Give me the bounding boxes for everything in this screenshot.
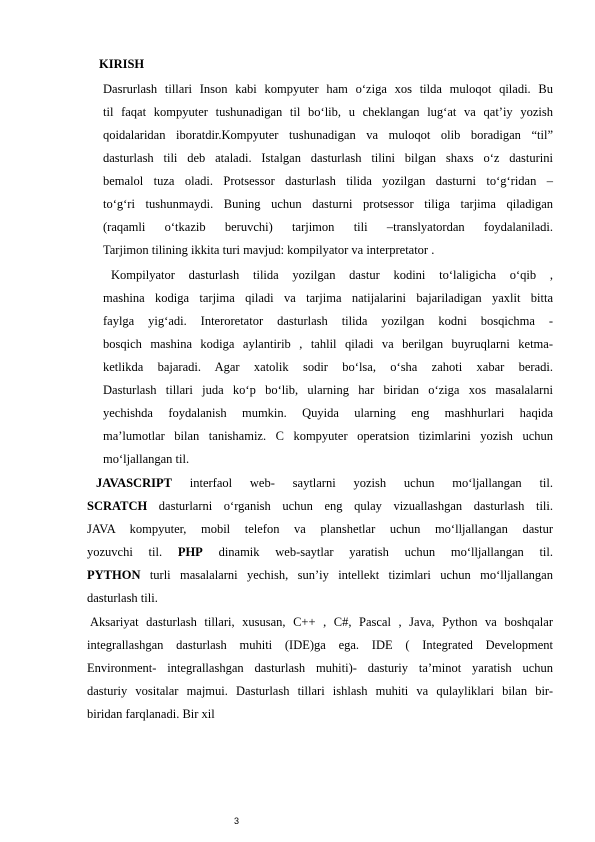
paragraph-line: yozuvchi til. PHP dinamik web-saytlar yaratish uchun mo‘lljallangan til.: [87, 545, 554, 559]
paragraph-line: bosqich mashina kodiga aylantirib , tahlil qiladi va berilgan buyruqlarni ketma-: [103, 337, 553, 351]
paragraph-line: dasturlash tili.: [87, 591, 158, 605]
paragraph-line: Kompilyator dasturlash tilida yozilgan dastur kodini to‘laligicha o‘qib ,: [111, 268, 553, 282]
paragraph-line: til faqat kompyuter tushunadigan til bo‘lib, u cheklangan lug‘at va qat’iy yozish: [103, 105, 553, 119]
paragraph-line: yechishda foydalanish mumkin. Quyida ularning eng mashhurlari haqida: [103, 406, 553, 420]
paragraph-line: bemalol tuza oladi. Protsessor dasturlash tilida yozilgan dasturni to‘g‘ridan –: [103, 174, 553, 188]
paragraph-line: biridan farqlanadi. Bir xil: [87, 707, 215, 721]
paragraph-line: PYTHON turli masalalarni yechish, sun’iy intellekt tizimlari uchun mo‘lljallangan: [87, 568, 553, 582]
term-python: PYTHON: [87, 568, 141, 582]
paragraph-line: mashina kodiga tarjima qiladi va tarjima natijalarini bajariladigan yaxlit bitta: [103, 291, 553, 305]
paragraph-line: ketlikda bajaradi. Agar xatolik sodir bo‘lsa, o‘sha zahoti xabar beradi.: [103, 360, 553, 374]
paragraph-line: JAVASCRIPT interfaol web- saytlarni yozish uchun mo‘ljallangan til.: [96, 476, 553, 490]
paragraph-line: faylga yig‘adi. Interoretator dasturlash tilida yozilgan kodni bosqichma -: [103, 314, 553, 328]
term-php: PHP: [177, 545, 203, 559]
paragraph-line: SCRATCH dasturlarni o‘rganish uchun eng qulay vizuallashgan dasturlash tili.: [87, 499, 554, 513]
paragraph-line: dasturiy vositalar majmui. Dasturlash tillari ishlash muhiti va qulayliklari bilan bir-: [87, 684, 553, 698]
term-javascript: JAVASCRIPT: [96, 476, 172, 490]
paragraph-line: Environment- integrallashgan dasturlash muhiti)- dasturiy ta’minot yaratish uchun: [87, 661, 553, 675]
paragraph-line: Aksariyat dasturlash tillari, xususan, C++ , C#, Pascal , Java, Python va boshqalar: [90, 615, 553, 629]
paragraph-line: dasturlash tili deb ataladi. Istalgan dasturlash tilini bilgan shaxs o‘z dasturini: [103, 151, 553, 165]
paragraph-line: ma’lumotlar bilan tanishamiz. C kompyuter operatsion tizimlarini yozish uchun: [103, 429, 553, 443]
paragraph-line: JAVA kompyuter, mobil telefon va planshetlar uchun mo‘lljallangan dastur: [87, 522, 553, 536]
paragraph-line: Dasrurlash tillari Inson kabi kompyuter ham o‘ziga xos tilda muloqot qiladi. Bu: [103, 82, 553, 96]
paragraph-line: integrallashgan dasturlash muhiti (IDE)ga ega. IDE ( Integrated Development: [87, 638, 553, 652]
paragraph-line: mo‘ljallangan til.: [103, 452, 190, 466]
paragraph-line: to‘g‘ri tushunmaydi. Buning uchun dasturni protsessor tiliga tarjima qiladigan: [103, 197, 553, 211]
paragraph-line: Dasturlash tillari juda ko‘p bo‘lib, ularning har biridan o‘ziga xos masalalarni: [103, 383, 553, 397]
term-scratch: SCRATCH: [87, 499, 148, 513]
section-heading: KIRISH: [99, 57, 145, 71]
paragraph-line: (raqamli o‘tkazib beruvchi) tarjimon tili –translyatordan foydalaniladi.: [103, 220, 553, 234]
paragraph-line: Tarjimon tilining ikkita turi mavjud: kompilyator va interpretator .: [103, 243, 435, 257]
page-number: 3: [234, 816, 240, 826]
paragraph-line: qoidalaridan iboratdir.Kompyuter tushunadigan va muloqot olib boradigan “til”: [103, 128, 553, 142]
